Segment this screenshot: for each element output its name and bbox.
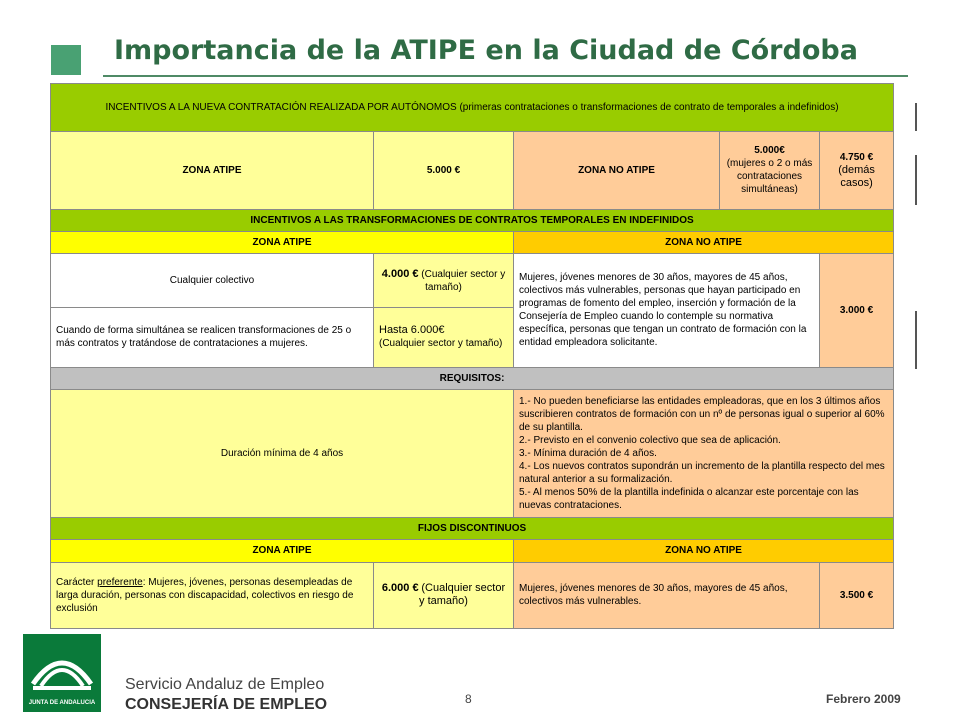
incentives-table bbox=[50, 83, 894, 629]
section1-atipe-value: 5.000 € bbox=[374, 132, 514, 209]
fijos-header: FIJOS DISCONTINUOS bbox=[51, 518, 894, 540]
requisito-item: 4.- Los nuevos contratos supondrán un incremento de la plantilla respecto del mes natural anterior a su formalización. bbox=[519, 460, 885, 485]
section1-no-atipe-value1-note: (mujeres o 2 o más contrataciones simultáneas) bbox=[726, 158, 813, 196]
requisitos-row bbox=[51, 389, 894, 518]
section2-row1-value-note: (Cualquier sector y tamaño) bbox=[421, 268, 506, 293]
section2-row1-label: Cualquier colectivo bbox=[51, 253, 374, 307]
section1-no-atipe-value1: 5.000€ bbox=[754, 145, 785, 157]
requisito-item: 2.- Previsto en el convenio colectivo que sea de aplicación. bbox=[519, 434, 781, 446]
fijos-atipe-underlined: preferente bbox=[97, 576, 143, 588]
requisito-item: 5.- Al menos 50% de la plantilla indefinida o alcanzar este porcentaje con las nuevas contrataciones. bbox=[519, 486, 859, 511]
section2-row1-value-cell bbox=[374, 253, 514, 307]
section2-no-atipe-value: 3.000 € bbox=[820, 253, 894, 367]
requisitos-left: Duración mínima de 4 años bbox=[51, 389, 514, 518]
fijos-atipe-desc-cell bbox=[51, 562, 374, 628]
requisitos-header: REQUISITOS: bbox=[51, 367, 894, 389]
section1-row bbox=[51, 132, 894, 209]
requisitos-header-row bbox=[51, 367, 894, 389]
section1-header-row bbox=[51, 84, 894, 132]
logo-arches-icon bbox=[23, 634, 101, 700]
section2-no-atipe-desc: Mujeres, jóvenes menores de 30 años, mayores de 45 años, colectivos más vulnerables, personas que hayan participado en programas de fomento del empleo, inserción y formación de la Consejería de Empleo cuando lo contemple su normativa específica, personas que tengan un contrato de formación con la entidad empleadora solicitante. bbox=[514, 253, 820, 367]
fijos-atipe-value-cell bbox=[374, 562, 514, 628]
page-number: 8 bbox=[465, 692, 472, 706]
fijos-no-atipe-value: 3.500 € bbox=[820, 562, 894, 628]
requisitos-list bbox=[514, 389, 894, 518]
org-line2: CONSEJERÍA DE EMPLEO bbox=[125, 696, 328, 713]
section2-row2-value-note: (Cualquier sector y tamaño) bbox=[379, 338, 503, 350]
fijos-no-atipe-desc: Mujeres, jóvenes menores de 30 años, mayores de 45 años, colectivos más vulnerables. bbox=[514, 562, 820, 628]
fijos-header-row bbox=[51, 518, 894, 540]
section1-zona-no-atipe: ZONA NO ATIPE bbox=[514, 132, 720, 209]
requisito-item: 3.- Mínima duración de 4 años. bbox=[519, 447, 657, 459]
requisito-item: 1.- No pueden beneficiarse las entidades empleadoras, que en los 3 últimos años suscribieren contratos de formación con un nº de personas igual o superior al 60% de su plantilla. bbox=[519, 395, 885, 433]
section1-no-atipe-cell1 bbox=[720, 132, 820, 209]
section1-zona-atipe: ZONA ATIPE bbox=[51, 132, 374, 209]
org-line1: Servicio Andaluz de Empleo bbox=[125, 676, 325, 693]
fijos-zona-no-atipe: ZONA NO ATIPE bbox=[514, 540, 894, 562]
section2-row2-value-cell bbox=[374, 308, 514, 367]
section2-zone-row bbox=[51, 231, 894, 253]
side-bar-1 bbox=[915, 103, 917, 131]
side-bar-2 bbox=[915, 155, 917, 205]
section2-row2-value: Hasta 6.000€ bbox=[379, 324, 445, 337]
section2-row2-label: Cuando de forma simultánea se realicen transformaciones de 25 o más contratos y tratándose de contrataciones a mujeres. bbox=[51, 308, 374, 367]
footer-date: Febrero 2009 bbox=[826, 692, 901, 706]
section2-zona-atipe: ZONA ATIPE bbox=[51, 231, 514, 253]
section1-header: INCENTIVOS A LA NUEVA CONTRATACIÓN REALIZADA POR AUTÓNOMOS (primeras contrataciones o transformaciones de contrato de temporales a indefinidos) bbox=[51, 84, 894, 132]
fijos-atipe-value: 6.000 € bbox=[381, 582, 419, 595]
logo-caption: JUNTA DE ANDALUCIA bbox=[28, 700, 96, 706]
fijos-zone-row bbox=[51, 540, 894, 562]
section1-no-atipe-value2-note: (demás casos) bbox=[838, 163, 875, 189]
section1-no-atipe-cell2 bbox=[820, 132, 894, 209]
page-title: Importancia de la ATIPE en la Ciudad de Córdoba bbox=[114, 35, 858, 66]
section1-no-atipe-value2: 4.750 € bbox=[839, 151, 874, 163]
title-underline bbox=[103, 75, 908, 77]
fijos-row bbox=[51, 562, 894, 628]
section2-header-row bbox=[51, 209, 894, 231]
fijos-atipe-prefix: Carácter bbox=[56, 576, 95, 588]
section2-row1-value: 4.000 € bbox=[381, 267, 419, 280]
fijos-atipe-desc: : Mujeres, jóvenes, personas desempleadas de larga duración, personas con discapacidad, colectivos en riesgo de exclusión bbox=[56, 576, 354, 614]
side-bar-3 bbox=[915, 311, 917, 369]
title-accent-square bbox=[51, 45, 81, 75]
fijos-zona-atipe: ZONA ATIPE bbox=[51, 540, 514, 562]
section2-row1 bbox=[51, 253, 894, 307]
section2-zona-no-atipe: ZONA NO ATIPE bbox=[514, 231, 894, 253]
section2-header: INCENTIVOS A LAS TRANSFORMACIONES DE CONTRATOS TEMPORALES EN INDEFINIDOS bbox=[51, 209, 894, 231]
fijos-atipe-value-note: (Cualquier sector y tamaño) bbox=[419, 582, 506, 608]
